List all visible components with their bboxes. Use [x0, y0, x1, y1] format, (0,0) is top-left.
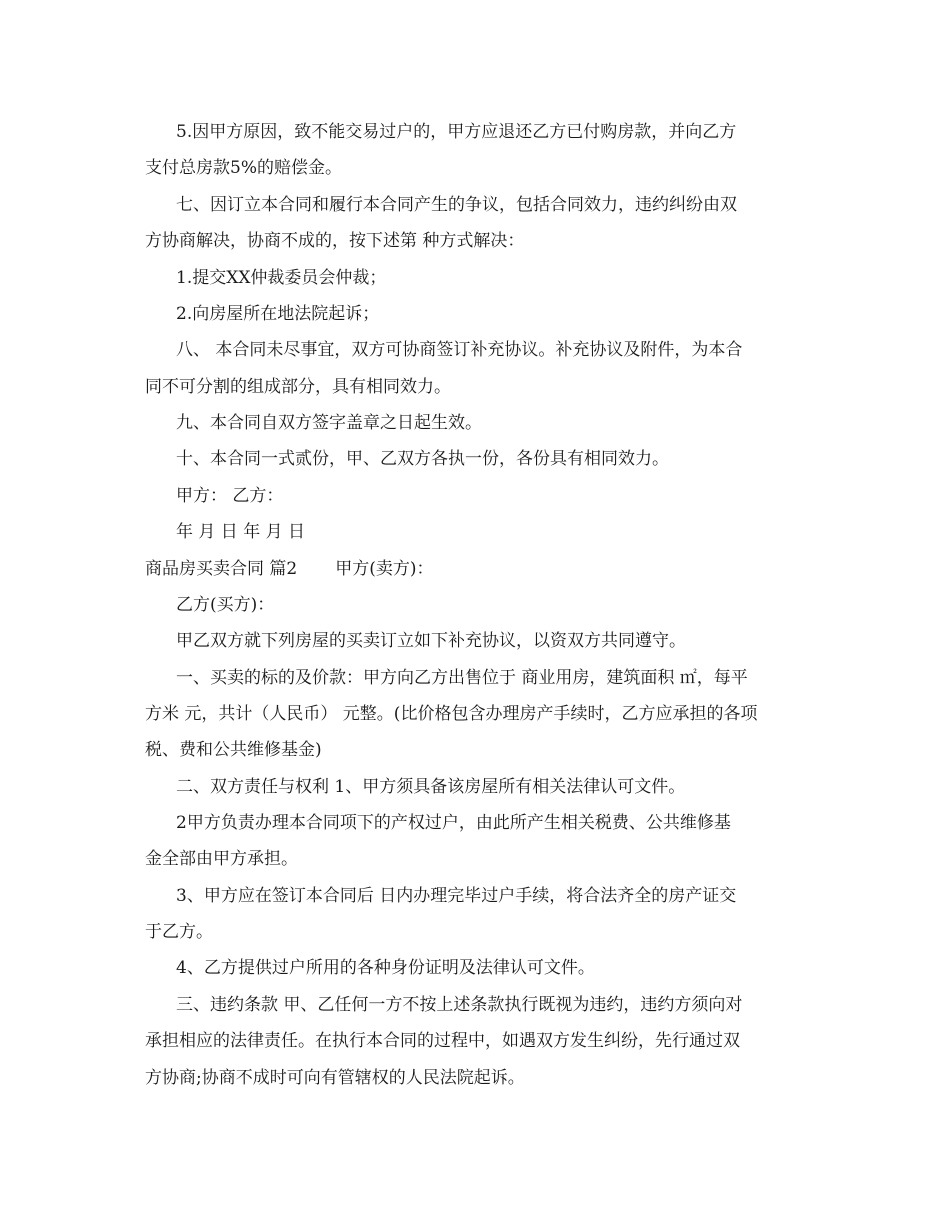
paragraph-line: 4、乙方提供过户所用的各种身份证明及法律认可文件。 [176, 958, 595, 978]
paragraph-line: 一、买卖的标的及价款：甲方向乙方出售位于 商业用房，建筑面积 ㎡，每平 [176, 668, 748, 688]
seller-label: 甲方(卖方)： [335, 559, 434, 579]
paragraph-line: 3、甲方应在签订本合同后 日内办理完毕过户手续，将合法齐全的房产证交 [176, 886, 737, 906]
paragraph-line: 5.因甲方原因，致不能交易过户的，甲方应退还乙方已付购房款，并向乙方 [176, 122, 737, 142]
paragraph-line: 九、本合同自双方签字盖章之日起生效。 [176, 413, 482, 433]
paragraph-line: 1.提交XX仲裁委员会仲裁； [176, 268, 387, 288]
paragraph-line: 2甲方负责办理本合同项下的产权过户，由此所产生相关税费、公共维修基 [176, 813, 731, 833]
paragraph-line: 支付总房款5%的赔偿金。 [145, 158, 342, 178]
paragraph-line: 三、违约条款 甲、乙任何一方不按上述条款执行既视为违约，违约方须向对 [176, 995, 743, 1015]
paragraph-line: 十、本合同一式贰份，甲、乙双方各执一份，各份具有相同效力。 [176, 449, 669, 469]
paragraph-line: 二、双方责任与权利 1、甲方须具备该房屋所有相关法律认可文件。 [176, 777, 686, 797]
signature-parties-line: 甲方： 乙方： [176, 486, 284, 506]
paragraph-line: 承担相应的法律责任。在执行本合同的过程中，如遇双方发生纠纷，先行通过双 [145, 1031, 740, 1051]
section-title: 商品房买卖合同 篇2 [145, 559, 298, 579]
paragraph-line: 八、 本合同未尽事宜，双方可协商签订补充协议。补充协议及附件，为本合 [176, 340, 743, 360]
paragraph-line: 同不可分割的组成部分，具有相同效力。 [145, 377, 451, 397]
paragraph-line: 方协商;协商不成时可向有管辖权的人民法院起诉。 [145, 1068, 525, 1088]
paragraph-line: 七、因订立本合同和履行本合同产生的争议，包括合同效力，违约纠纷由双 [176, 195, 737, 215]
paragraph-line: 于乙方。 [145, 922, 213, 942]
paragraph-line: 金全部由甲方承担。 [145, 849, 298, 869]
paragraph-line: 方米 元，共计（人民币） 元整。(比价格包含办理房产手续时，乙方应承担的各项 [145, 704, 758, 724]
paragraph-line: 方协商解决，协商不成的，按下述第 种方式解决： [145, 231, 525, 251]
paragraph-line: 税、费和公共维修基金) [145, 740, 322, 760]
paragraph-line: 甲乙双方就下列房屋的买卖订立如下补充协议，以资双方共同遵守。 [176, 631, 686, 651]
buyer-label: 乙方(买方)： [176, 595, 275, 615]
date-line: 年 月 日 年 月 日 [176, 522, 306, 542]
paragraph-line: 2.向房屋所在地法院起诉； [176, 304, 380, 324]
section-heading-line [145, 559, 815, 579]
